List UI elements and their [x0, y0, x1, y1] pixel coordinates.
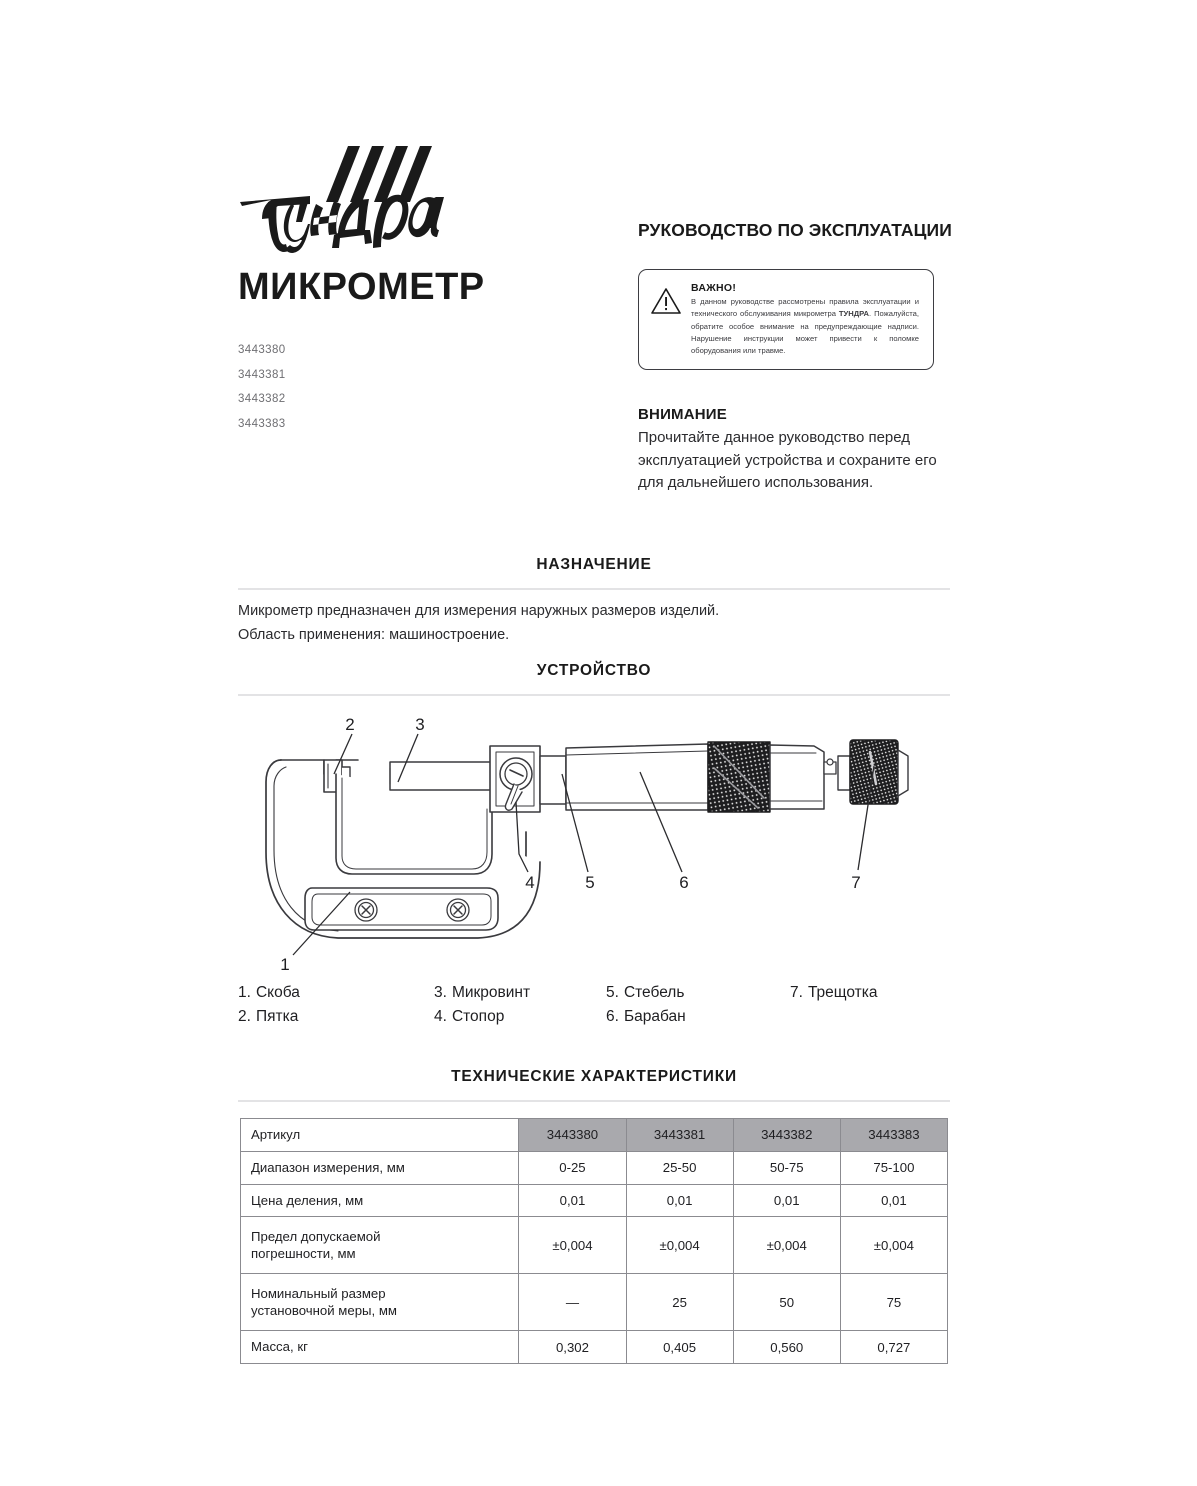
row-value: 0,01: [840, 1184, 947, 1217]
part-item-6: [606, 1008, 790, 1026]
part-item-1: [238, 984, 434, 1002]
row-label: Диапазон измерения, мм: [241, 1151, 519, 1184]
divider-device: [238, 694, 950, 696]
important-body-brand: ТУНДРА: [838, 309, 870, 319]
row-value: 0,560: [733, 1331, 840, 1364]
svg-text:7: 7: [851, 873, 861, 892]
attention-block: [638, 406, 968, 495]
divider-specs: [238, 1100, 950, 1102]
sku-item: 3443382: [238, 393, 286, 405]
part-number: 6.: [606, 1008, 619, 1025]
attention-body: Прочитайте данное руководство перед эксплуатацией устройства и сохраните его для дальнейшего использования.: [638, 429, 937, 492]
tundra-logo: [238, 140, 490, 260]
part-number: 7.: [790, 984, 803, 1001]
purpose-line-2: Область применения: машиностроение.: [238, 627, 510, 643]
row-value: 0,727: [840, 1331, 947, 1364]
row-value: 0,302: [519, 1331, 626, 1364]
part-label: Трещотка: [807, 984, 878, 1001]
part-item-4: [434, 1008, 606, 1026]
table-row: [241, 1331, 948, 1364]
svg-text:1: 1: [280, 955, 290, 974]
table-header-row: [241, 1119, 948, 1152]
part-label: Пятка: [255, 1008, 299, 1025]
part-number: 3.: [434, 984, 447, 1001]
svg-text:4: 4: [525, 873, 535, 892]
row-value: 75: [840, 1274, 947, 1331]
part-number: 2.: [238, 1008, 251, 1025]
sku-item: 3443383: [238, 417, 286, 430]
sku-item: 3443380: [238, 344, 286, 356]
part-label: Барабан: [623, 1008, 686, 1025]
section-title-device: [238, 662, 950, 680]
svg-text:5: 5: [585, 873, 595, 892]
row-value: ±0,004: [733, 1217, 840, 1274]
part-item-5: [606, 984, 790, 1002]
part-number: 1.: [238, 984, 251, 1001]
row-value: 75-100: [840, 1151, 947, 1184]
important-body-part1: В данном руководстве рассмотрены правила эксплуатации и технического обслуживания микрометра: [691, 297, 919, 319]
row-value: 0,01: [519, 1184, 626, 1217]
table-row: [241, 1274, 948, 1331]
page-title: МИКРОМЕТР: [238, 266, 485, 308]
row-label: Номинальный размер установочной меры, мм: [241, 1274, 519, 1331]
svg-text:2: 2: [345, 715, 355, 734]
manual-column: [638, 220, 968, 495]
sku-item: 3443381: [238, 368, 286, 381]
parts-legend: [238, 984, 950, 1026]
part-label: Микровинт: [451, 984, 531, 1001]
section-title-specs-text: ТЕХНИЧЕСКИЕ ХАРАКТЕРИСТИКИ: [451, 1068, 737, 1085]
part-label: Стебель: [623, 984, 685, 1001]
row-value: 50-75: [733, 1151, 840, 1184]
row-value: 25: [626, 1274, 733, 1331]
row-label: Предел допускаемой погрешности, мм: [241, 1217, 519, 1274]
micrometer-diagram: [238, 712, 950, 974]
part-label: Стопор: [451, 1008, 505, 1025]
row-value: ±0,004: [626, 1217, 733, 1274]
row-value: ±0,004: [840, 1217, 947, 1274]
row-value: —: [519, 1274, 626, 1331]
svg-text:3: 3: [415, 715, 425, 734]
part-item-empty: [790, 1008, 950, 1026]
table-row: [241, 1217, 948, 1274]
row-value: 0,405: [626, 1331, 733, 1364]
table-row: [241, 1184, 948, 1217]
part-item-7: [790, 984, 950, 1002]
svg-text:6: 6: [679, 873, 689, 892]
row-label: Масса, кг: [241, 1331, 519, 1364]
section-title-purpose: [238, 556, 950, 574]
row-value: 0,01: [733, 1184, 840, 1217]
part-number: 5.: [606, 984, 619, 1001]
table-header-cell: 3443381: [626, 1119, 733, 1152]
part-label: Скоба: [255, 984, 300, 1001]
page-header: [238, 140, 950, 490]
table-header-cell: 3443380: [519, 1119, 626, 1152]
warning-triangle-icon: [651, 287, 681, 319]
row-value: 0-25: [519, 1151, 626, 1184]
section-title-purpose-text: НАЗНАЧЕНИЕ: [536, 556, 652, 573]
table-row: [241, 1151, 948, 1184]
attention-title: ВНИМАНИЕ: [638, 406, 727, 424]
part-item-3: [434, 984, 606, 1002]
part-number: 4.: [434, 1008, 447, 1025]
important-title: ВАЖНО!: [691, 282, 737, 294]
part-item-2: [238, 1008, 434, 1026]
brand-column: [238, 140, 568, 446]
table-header-label: Артикул: [241, 1119, 519, 1152]
row-value: 25-50: [626, 1151, 733, 1184]
row-value: 50: [733, 1274, 840, 1331]
row-label: Цена деления, мм: [241, 1184, 519, 1217]
section-title-device-text: УСТРОЙСТВО: [536, 662, 652, 679]
important-body: [691, 296, 919, 357]
divider-purpose: [238, 588, 950, 590]
spec-table: [240, 1118, 948, 1364]
row-value: ±0,004: [519, 1217, 626, 1274]
important-notice-box: [638, 269, 934, 370]
section-title-specs: [238, 1068, 950, 1086]
sku-list: [238, 344, 568, 430]
row-value: 0,01: [626, 1184, 733, 1217]
manual-title: РУКОВОДСТВО ПО ЭКСПЛУАТАЦИИ: [638, 220, 952, 240]
table-header-cell: 3443383: [840, 1119, 947, 1152]
purpose-line-1: Микрометр предназначен для измерения наружных размеров изделий.: [238, 603, 720, 619]
spec-table-wrapper: [240, 1118, 948, 1364]
table-header-cell: 3443382: [733, 1119, 840, 1152]
important-body-part2: . Пожалуйста, обратите особое внимание на предупреждающие надписи. Нарушение инструкции может привести к поломке оборудования или травме.: [691, 309, 919, 356]
